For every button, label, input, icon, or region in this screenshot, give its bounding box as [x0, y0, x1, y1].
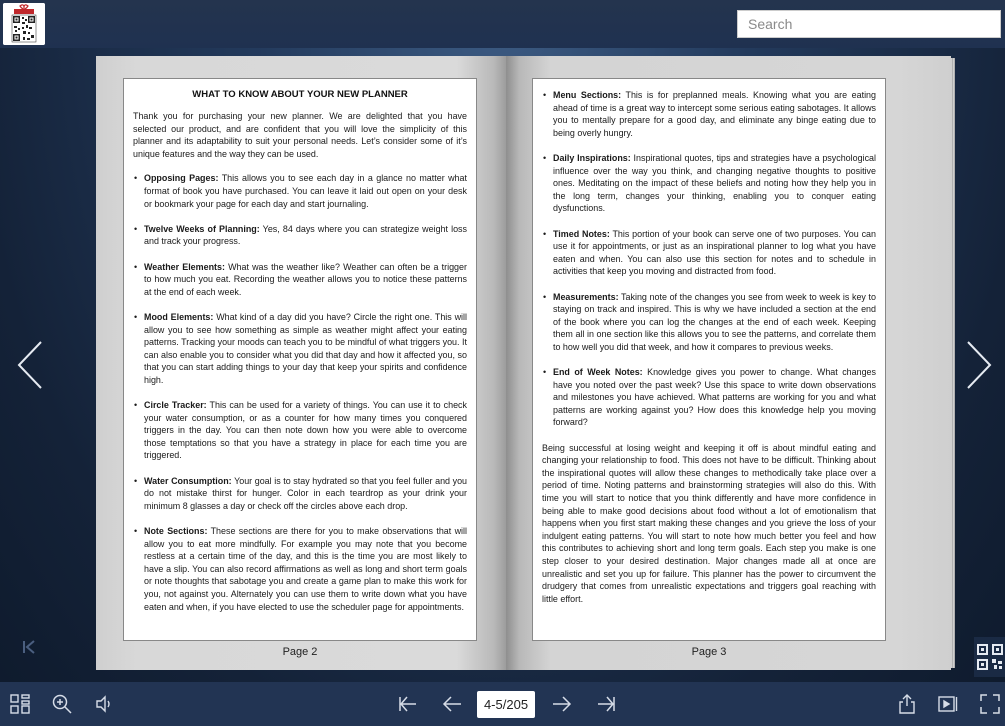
chevron-left-icon[interactable] — [15, 335, 45, 395]
feature-list — [542, 89, 876, 429]
page-content-left — [123, 78, 477, 641]
list-item — [133, 399, 467, 462]
item-term: Mood Elements: — [144, 311, 214, 322]
sound-icon[interactable] — [90, 682, 118, 726]
feature-list — [133, 172, 467, 613]
list-item — [542, 152, 876, 215]
list-item — [133, 261, 467, 299]
item-term: Circle Tracker: — [144, 400, 207, 411]
list-item — [133, 311, 467, 387]
share-icon[interactable] — [893, 682, 921, 726]
last-page-icon[interactable] — [593, 682, 621, 726]
page-edges — [951, 58, 955, 668]
item-term: Timed Notes: — [553, 228, 610, 239]
item-text: Taking note of the changes you see from week to week is key to staying on track and inspired. This is why we have included a section at the end of the book where you can log the changes at the end of each week. Keeping them all in one section like this allows you to see the patterns, and correlate them to how well you did that week, and how it compares to previous weeks. — [553, 291, 876, 352]
item-term: End of Week Notes: — [553, 367, 643, 378]
qr-logo-icon[interactable] — [3, 3, 45, 45]
item-text: This portion of your book can serve one of two purposes. You can use it for appointments, or just as an inspirational planner to log what you have eaten and when. You can also use this section for notes and to schedule in activities that keep you moving and distracted from food. — [553, 228, 876, 277]
flipbook — [96, 56, 946, 670]
page-indicator[interactable]: 4-5/205 — [477, 691, 535, 718]
item-term: Menu Sections: — [553, 90, 622, 100]
list-item — [542, 366, 876, 429]
item-term: Note Sections: — [144, 526, 208, 536]
chevron-right-icon[interactable] — [964, 335, 994, 395]
thumbnails-icon[interactable] — [6, 682, 34, 726]
list-item — [542, 89, 876, 139]
item-text: This can be used for a variety of things. You can use it to check your water consumption, or as a counter for how many times you conquered triggers in the day. You can then note down how you were able to overcome those temptations so that you have a strategy in place for each time you are triggered. — [144, 400, 467, 461]
qr-code-icon[interactable] — [974, 637, 1005, 677]
item-term: Twelve Weeks of Planning: — [144, 223, 260, 234]
item-text: What kind of a day did you have? Circle the right one. This will allow you to see how something as simple as weather might affect your eating patterns. Tracking your moods can teach you to be mindful of what triggers you. It can also enable you to consider what you did that day and how it affected you, so that you can start adding things to your day that keep your spirits and confidence high. — [144, 311, 467, 385]
autoplay-icon[interactable] — [934, 682, 962, 726]
list-item — [133, 172, 467, 210]
item-term: Water Consumption: — [144, 475, 232, 486]
page-content-right — [532, 78, 886, 641]
closing-paragraph: Being successful at losing weight and keeping it off is about mindful eating and changing your relationship to food. This does not have to be difficult. Thinking about the inspirational quotes will allow these changes to methodically take place over a period of time. Noting patterns and brainstorming strategies will also do this. With time you will start to notice that you think differently and have more confidence in being able to make good decisions about food without a lot of emotionalism that happens when you first start making these changes and you grieve the loss of your indulgent eating patterns. You will start to note how much better you feel and how this contributes to achieving short and long term goals. Each step you make is one step closer to your desired destination. Major changes made all at once are unrealistic and set you up for failure. This planner has the power to circumvent the drudgery that comes from unrealistic expectations and triggers goal reaching with little effort. — [542, 442, 876, 604]
page-heading: WHAT TO KNOW ABOUT YOUR NEW PLANNER — [192, 89, 408, 100]
item-text: This allows you to see each day in a glance no matter what format of book you have purchased. You can leave it laid out open on your desk or bookmark your page for each day and start journaling. — [144, 173, 467, 209]
item-text: Inspirational quotes, tips and strategies have a psychological influence over the way you think, and changing negative thoughts to positive ones. Meditating on the impact of these beliefs and noting how they help you in the long term, changes your thinking, enabling you to conquer eating dysfunctions. — [553, 152, 876, 214]
item-term: Daily Inspirations: — [553, 152, 631, 163]
next-page-icon[interactable] — [548, 682, 576, 726]
item-text: These sections are there for you to make observations that will allow you to eat more mindfully. For example you may note that you become restless at a certain time of the day, and this is the time you are most likely to have a slip. You can also record affirmations as well as long and short term goals or note thoughts that sabotage you and create a game plan to make this work for you, not against you. Alternately you can use them to write down what you have eaten and when, if you have elected to use the scheduler page for appointments. — [144, 526, 467, 612]
item-term: Weather Elements: — [144, 261, 225, 272]
list-item — [542, 291, 876, 354]
fullscreen-icon[interactable] — [976, 682, 1004, 726]
item-text: Your goal is to stay hydrated so that you feel fuller and you do not mistake thirst for hunger. Color in each teardrop as your drink your minimum 8 glasses a day or check off the circles above each drop. — [144, 475, 468, 511]
first-page-icon[interactable] — [393, 682, 421, 726]
first-page-small-icon[interactable] — [22, 640, 36, 659]
page-number-right: Page 3 — [691, 646, 727, 658]
zoom-in-icon[interactable] — [48, 682, 76, 726]
previous-page-icon[interactable] — [438, 682, 466, 726]
item-term: Measurements: — [553, 291, 619, 302]
search-input[interactable] — [737, 10, 1001, 38]
item-text: What was the weather like? Weather can often be a trigger to how much you eat. Recording the weather allows you to notice these patterns at the end of each week. — [144, 261, 467, 297]
list-item — [133, 525, 467, 613]
item-text: Yes, 84 days where you can strategize weight loss and track your progress. — [144, 223, 467, 247]
list-item — [542, 228, 876, 278]
top-bar — [0, 0, 1005, 48]
list-item — [133, 223, 467, 248]
page-number-left: Page 2 — [282, 646, 318, 658]
intro-paragraph: Thank you for purchasing your new planner. We are delighted that you have selected our product, and are confident that you will love the simplicity of this planner and its adaptability to suit your personal needs. Let’s consider some of it’s unique features and the way they can be used. — [133, 111, 467, 159]
item-text: Knowledge gives you power to change. What changes have you noted over the past week? Use this space to write down observations and milestones you have achieved. What patterns are working for you and what patterns are working against you? How does this knowledge help you moving forward? — [553, 367, 876, 428]
item-term: Opposing Pages: — [144, 173, 219, 184]
list-item — [133, 475, 467, 513]
item-text: This is for preplanned meals. Knowing what you are eating ahead of time is a great way to intercept some serious eating sabotages. It allows you to mentally prepare for a good day, and eliminate any binge eating due to being overly hungry. — [553, 90, 876, 138]
